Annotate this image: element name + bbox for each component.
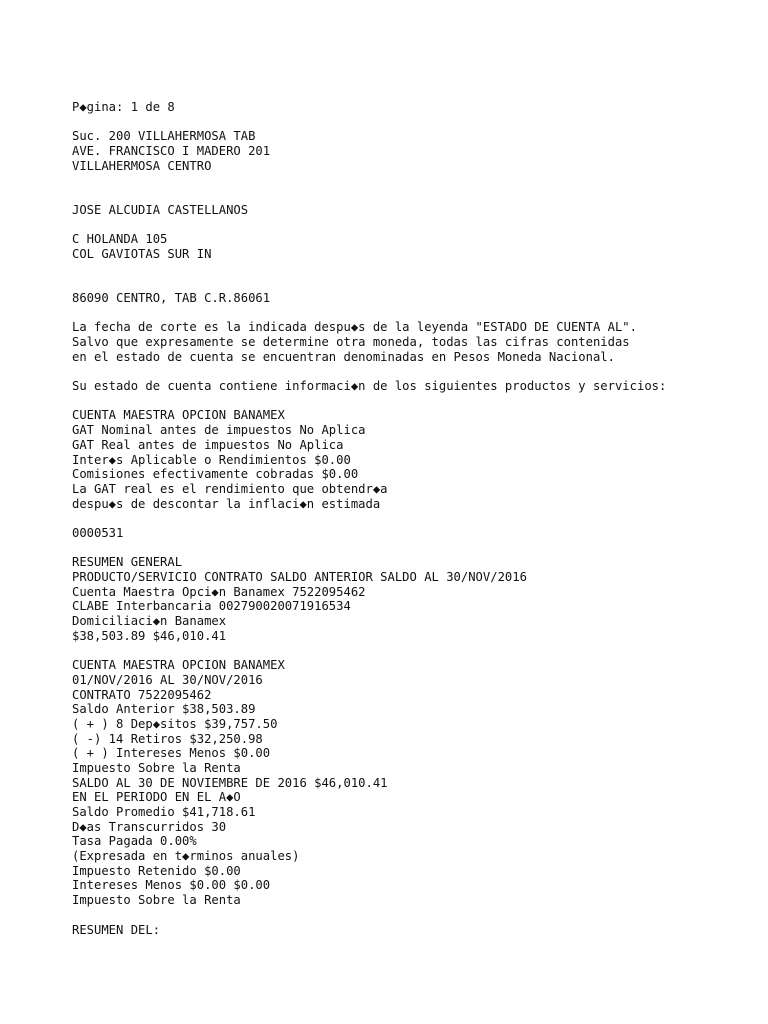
summary-row-4: $38,503.89 $46,010.41 [72,628,227,643]
branch-line-1: Suc. 200 VILLAHERMOSA TAB [72,129,256,144]
currency-notice [72,320,762,364]
page-number: P◆gina: 1 de 8 [72,100,175,114]
summary-row-3: Domiciliaci◆n Banamex [72,614,227,629]
interest-rate: Inter◆s Aplicable o Rendimientos $0.00 [72,452,351,467]
spacer [72,908,762,923]
income-tax: Impuesto Sobre la Renta [72,760,241,775]
notice-line-1: La fecha de corte es la indicada despu◆s de la leyenda "ESTADO DE CUENTA AL". [72,320,637,335]
gat-nominal: GAT Nominal antes de impuestos No Aplica [72,423,366,438]
spacer [72,173,762,202]
customer-name: JOSE ALCUDIA CASTELLANOS [72,202,249,217]
interest-less: ( + ) Intereses Menos $0.00 [72,746,271,761]
branch-line-3: VILLAHERMOSA CENTRO [72,158,212,173]
interest-less-2: Intereses Menos $0.00 $0.00 [72,878,271,893]
spacer [72,115,762,130]
previous-balance: Saldo Anterior $38,503.89 [72,702,256,717]
tax-withheld: Impuesto Retenido $0.00 [72,863,241,878]
customer-block [72,203,762,306]
spacer [72,262,762,291]
closing-balance: SALDO AL 30 DE NOVIEMBRE DE 2016 $46,010.41 [72,775,388,790]
summary-row-1: Cuenta Maestra Opci◆n Banamex 7522095462 [72,584,366,599]
customer-city: 86090 CENTRO, TAB C.R.86061 [72,290,271,305]
rate-note: (Expresada en t◆rminos anuales) [72,849,300,864]
spacer [72,541,762,556]
notice-line-2: Salvo que expresamente se determine otra moneda, todas las cifras contenidas [72,335,630,350]
general-summary [72,555,762,643]
branch-line-2: AVE. FRANCISCO I MADERO 201 [72,144,271,159]
products-intro: Su estado de cuenta contiene informaci◆n de los siguientes productos y servicios: [72,379,667,394]
branch-address [72,129,762,173]
summary-row-2: CLABE Interbancaria 002790020071916534 [72,599,351,614]
gat-note-2: despu◆s de descontar la inflaci◆n estimada [72,496,381,511]
summary-header: PRODUCTO/SERVICIO CONTRATO SALDO ANTERIOR SALDO AL 30/NOV/2016 [72,570,527,585]
account-period: 01/NOV/2016 AL 30/NOV/2016 [72,672,263,687]
product-title: CUENTA MAESTRA OPCION BANAMEX [72,408,285,423]
spacer [72,643,762,658]
period-year: EN EL PERIODO EN EL A◆O [72,790,241,805]
spacer [72,218,762,233]
days-elapsed: D◆as Transcurridos 30 [72,819,227,834]
spacer [72,394,762,409]
bank-statement-page [72,100,762,937]
deposits: ( + ) 8 Dep◆sitos $39,757.50 [72,716,278,731]
statement-code: 0000531 [72,525,124,540]
summary-of-heading: RESUMEN DEL: [72,922,161,937]
commissions: Comisiones efectivamente cobradas $0.00 [72,467,359,482]
customer-address-2: COL GAVIOTAS SUR IN [72,246,212,261]
account-detail [72,658,762,908]
gat-real: GAT Real antes de impuestos No Aplica [72,437,344,452]
account-contract: CONTRATO 7522095462 [72,687,212,702]
product-info [72,408,762,511]
account-title: CUENTA MAESTRA OPCION BANAMEX [72,658,285,673]
average-balance: Saldo Promedio $41,718.61 [72,805,256,820]
income-tax-2: Impuesto Sobre la Renta [72,893,241,908]
withdrawals: ( -) 14 Retiros $32,250.98 [72,731,263,746]
customer-address-1: C HOLANDA 105 [72,232,168,247]
gat-note-1: La GAT real es el rendimiento que obtendr◆a [72,481,388,496]
notice-line-3: en el estado de cuenta se encuentran denominadas en Pesos Moneda Nacional. [72,349,615,364]
summary-title: RESUMEN GENERAL [72,555,183,570]
spacer [72,364,762,379]
spacer [72,306,762,321]
spacer [72,511,762,526]
rate-paid: Tasa Pagada 0.00% [72,834,197,849]
